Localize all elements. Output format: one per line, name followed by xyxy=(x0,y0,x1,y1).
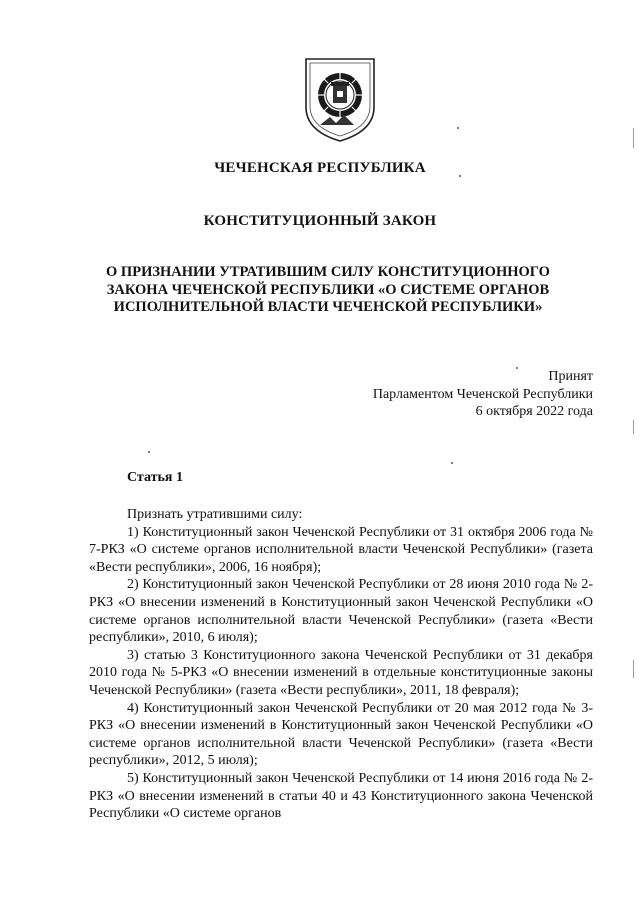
adoption-label: Принят xyxy=(548,369,593,384)
article-paragraph: 5) Конституционный закон Чеченской Республики от 14 июня 2016 года № 2-РКЗ «О внесении изменений в статьи 40 и 43 Конституционного закона Чеченской Республики «О системе органов xyxy=(89,770,593,822)
article-body xyxy=(89,506,593,823)
scan-edge-mark xyxy=(633,128,634,148)
adoption-block xyxy=(373,368,593,421)
republic-heading: ЧЕЧЕНСКАЯ РЕСПУБЛИКА xyxy=(214,160,426,176)
scan-speck xyxy=(457,127,459,129)
adoption-body: Парламентом Чеченской Республики xyxy=(372,386,593,402)
law-title-line: О ПРИЗНАНИИ УТРАТИВШИМ СИЛУ КОНСТИТУЦИОННОГО xyxy=(106,264,550,280)
document-type-heading: КОНСТИТУЦИОННЫЙ ЗАКОН xyxy=(203,213,437,229)
scan-speck xyxy=(516,367,518,369)
adoption-date: 6 октября 2022 года xyxy=(475,404,593,419)
law-title-line: ИСПОЛНИТЕЛЬНОЙ ВЛАСТИ ЧЕЧЕНСКОЙ РЕСПУБЛИКИ» xyxy=(113,299,543,315)
scan-edge-mark xyxy=(633,660,634,678)
article-paragraph: 3) статью 3 Конституционного закона Чеченской Республики от 31 декабря 2010 года № 5-РКЗ «О внесении изменений в отдельные конституционные законы Чеченской Республики» (газета «Вести республики», 2011, 18 февраля); xyxy=(89,647,593,698)
law-title-line: ЗАКОНА ЧЕЧЕНСКОЙ РЕСПУБЛИКИ «О СИСТЕМЕ ОРГАНОВ xyxy=(106,281,550,298)
scan-speck xyxy=(459,175,461,177)
scan-edge-mark xyxy=(633,420,634,434)
scan-speck xyxy=(451,462,453,464)
article-paragraph: 2) Конституционный закон Чеченской Республики от 28 июня 2010 года № 2-РКЗ «О внесении изменений в Конституционный закон Чеченской Республики «О системе органов исполнительной власти Чеченской Республики» (газета «Вести республики», 2010, 6 июля); xyxy=(89,577,593,646)
article-heading: Статья 1 xyxy=(127,470,183,485)
article-paragraph: Признать утратившими силу: xyxy=(127,507,303,522)
coat-of-arms-icon xyxy=(300,55,380,145)
scan-speck xyxy=(148,451,150,453)
law-title xyxy=(88,264,568,317)
article-paragraph: 4) Конституционный закон Чеченской Республики от 20 мая 2012 года № 3-РКЗ «О внесении изменений в Конституционный закон Чеченской Республики «О системе органов исполнительной власти Чеченской Республики» (газета «Вести республики», 2012, 5 июля); xyxy=(89,700,593,769)
article-paragraph: 1) Конституционный закон Чеченской Республики от 31 октября 2006 года № 7-РКЗ «О системе органов исполнительной власти Чеченской Республики» (газета «Вести республики», 2006, 16 ноября); xyxy=(89,524,593,575)
